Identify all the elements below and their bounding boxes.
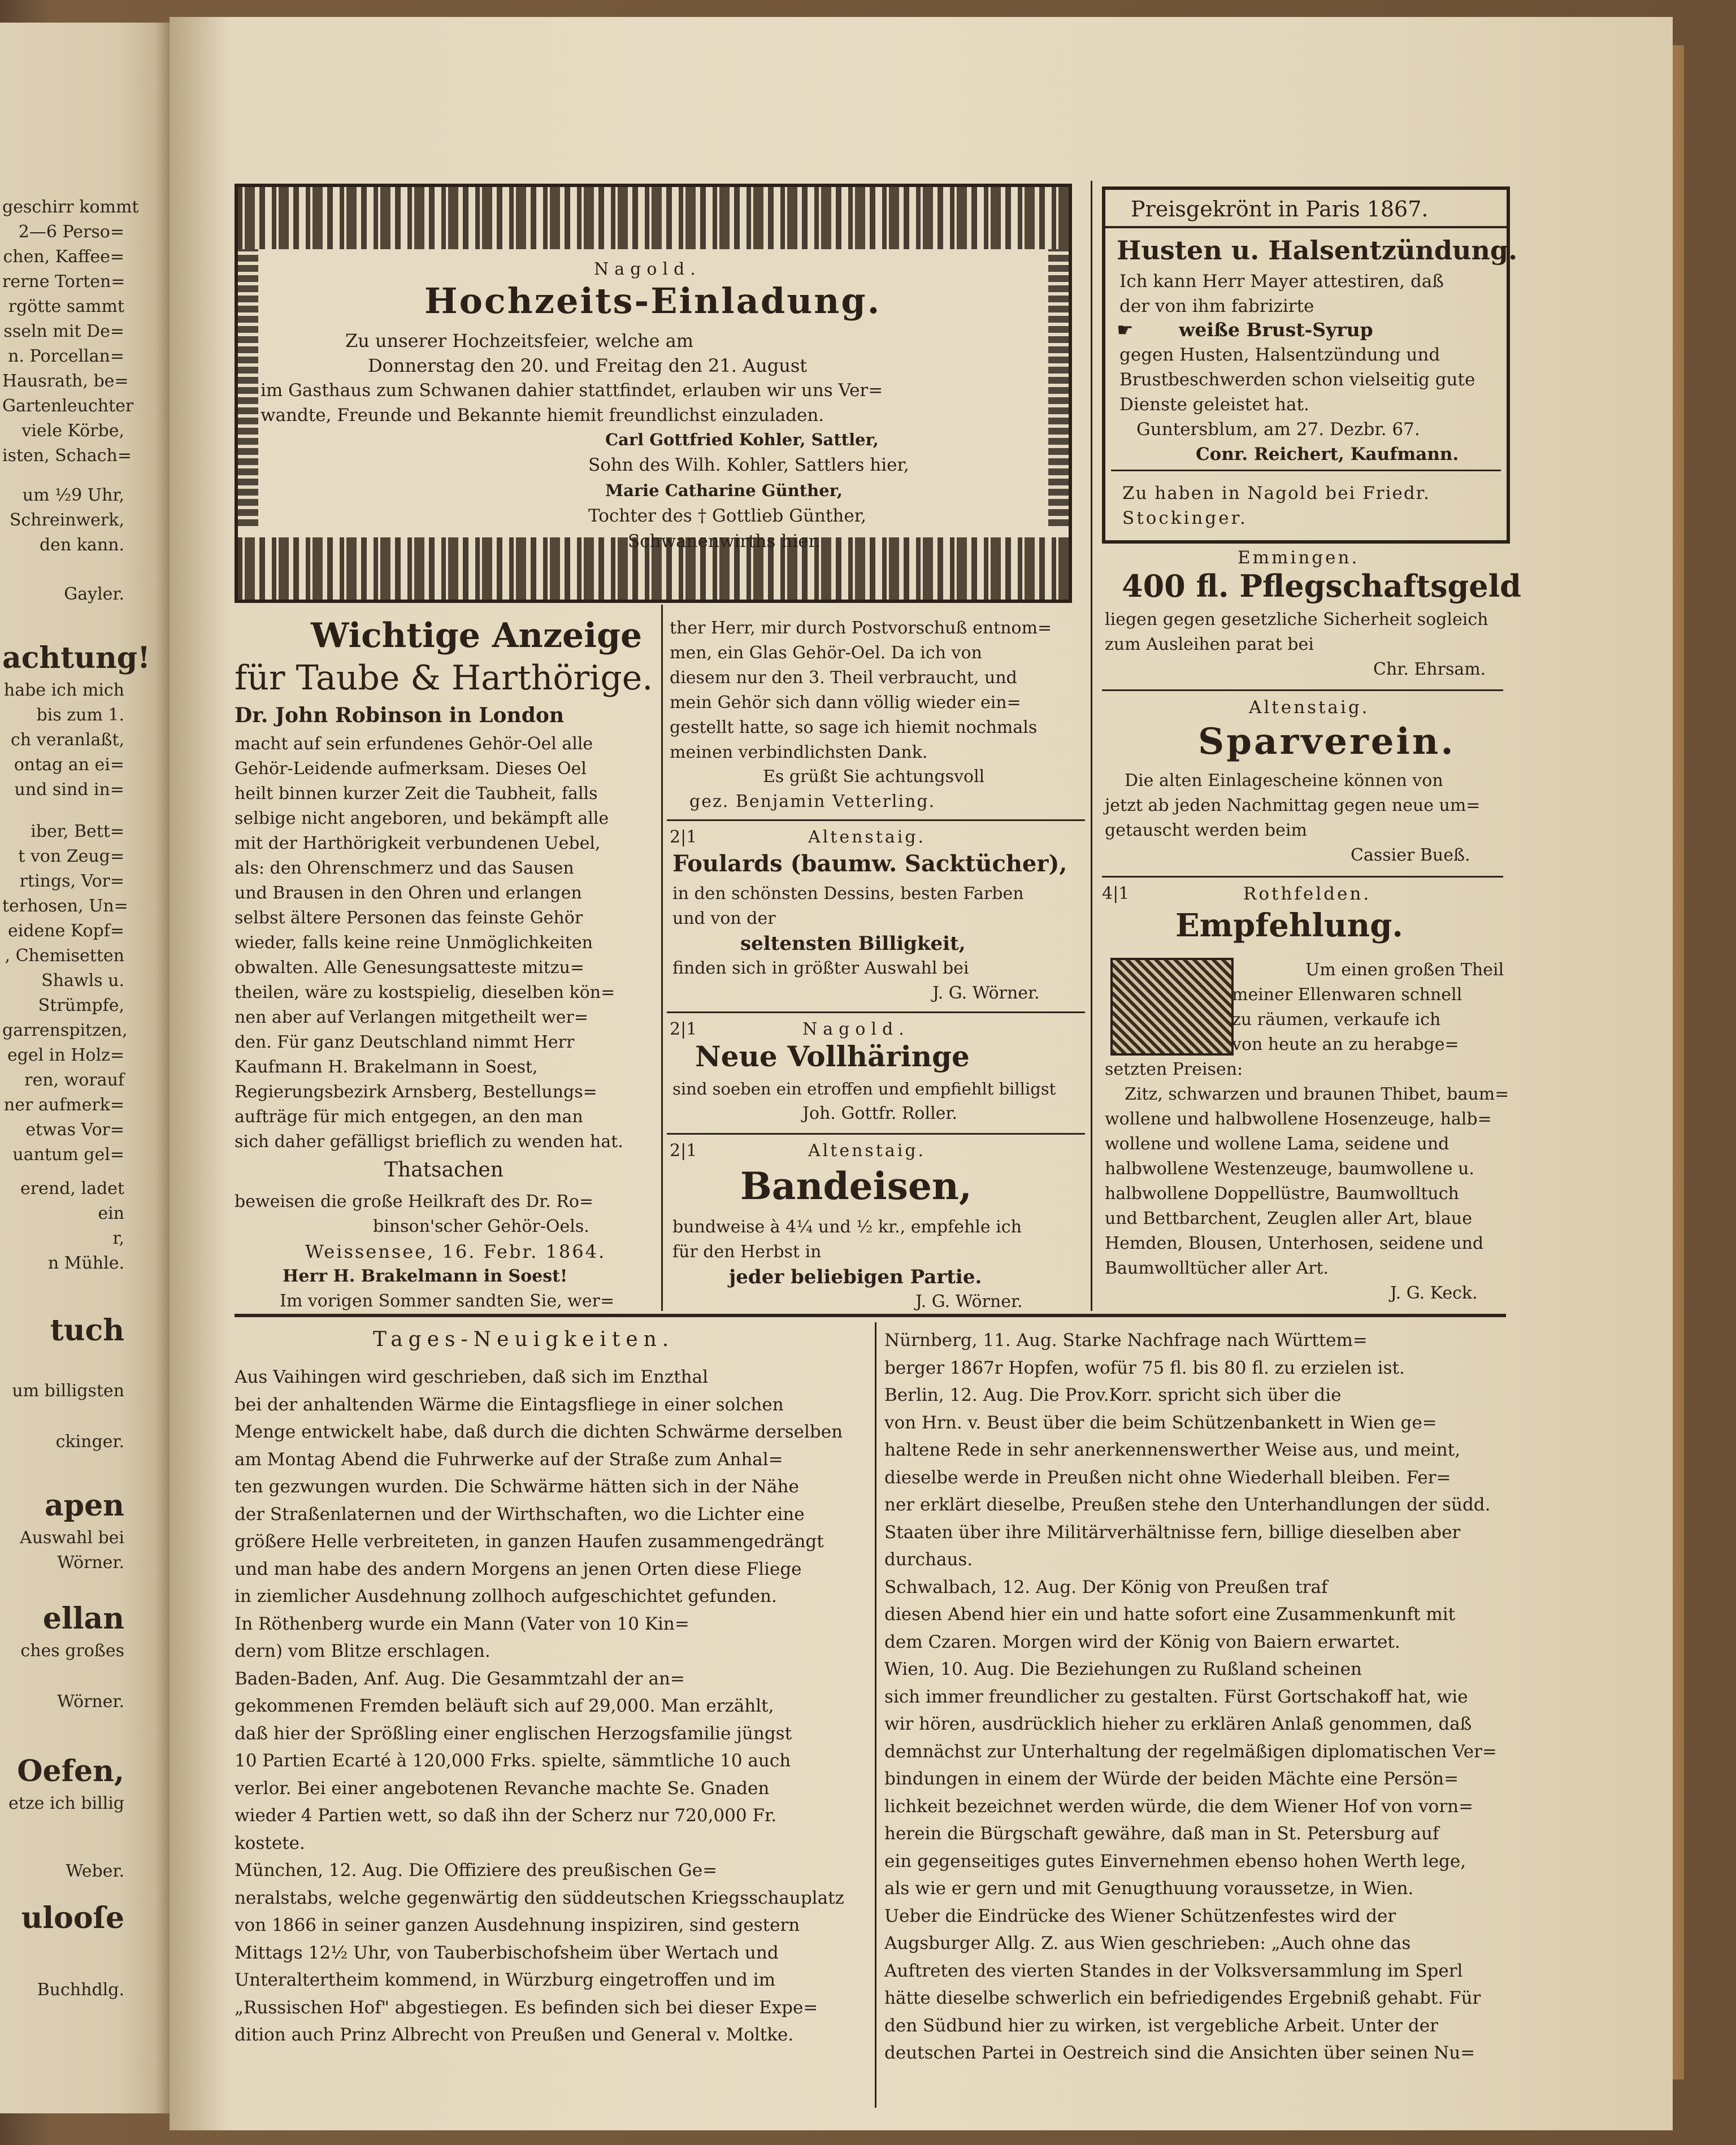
wedding-line-4: wandte, Freunde und Bekannte hiemit freundlichst einzuladen. [261,405,824,425]
news-col1-line: gekommenen Fremden beläuft sich auf 29,000. Man erzählt, [235,1696,774,1716]
left-page-line: habe ich mich [3,680,124,700]
empfehlung-short-4: von heute an zu herabge= [1232,1035,1459,1054]
left-page-line: Schreinwerk, [9,510,124,530]
prize-divider [1105,226,1507,228]
sparverein-line-3: getauscht werden beim [1105,820,1307,840]
empfehlung-short-1: Um einen großen Theil [1305,960,1504,980]
wedding-place: Nagold. [594,259,701,279]
news-col2-line: Wien, 10. Aug. Die Beziehungen zu Rußland scheinen [884,1659,1362,1679]
divider-sparverein [1102,876,1503,878]
left-page-line: bis zum 1. [36,705,124,725]
news-col2-line: Ueber die Eindrücke des Wiener Schützenfestes wird der [884,1905,1396,1926]
left-page-line: um ½9 Uhr, [22,485,124,505]
bandeisen-signer: J. G. Wörner. [915,1292,1023,1312]
left-page-line: n Mühle. [47,1253,124,1273]
bride-sub-2: Schwanenwirths hier. [628,531,821,552]
news-col2-line: von Hrn. v. Beust über die beim Schützenbankett in Wien ge= [884,1412,1437,1433]
left-page-line: iber, Bett= [31,822,124,841]
bandeisen-place: Altenstaig. [808,1141,926,1161]
anzeige-title-2: für Taube & Harthörige. [235,658,653,698]
sparverein-line-1: Die alten Einlagescheine können von [1125,771,1443,791]
left-page-line: rtings, Vor= [19,871,124,891]
left-page-line: n. Porcellan= [8,346,124,366]
bandeisen-title: Bandeisen, [740,1164,972,1208]
news-col2-line: herein die Bürgschaft gewähre, daß man in St. Petersburg auf [884,1823,1439,1844]
left-page-line: ren, worauf [24,1070,124,1090]
empfehlung-line-2: Zitz, schwarzen und braunen Thibet, baum= [1125,1084,1509,1104]
left-page-line: ckinger. [55,1432,124,1452]
foulards-signer: J. G. Wörner. [932,983,1040,1003]
divider-mid-3 [667,1133,1085,1135]
wedding-title: Hochzeits-Einladung. [424,280,882,322]
foulards-emph: seltensten Billigkeit, [740,932,966,955]
anzeige-lines-line: und Brausen in den Ohren und erlangen [235,883,582,903]
emmingen-place: Emmingen. [1238,548,1360,568]
anzeige-lines-line: Gehör-Leidende aufmerksam. Dieses Oel [235,759,587,779]
news-col2-line: lichkeit bezeichnet werden würde, die dem Wiener Hof von vorn= [884,1796,1474,1817]
news-col-rule [875,1322,876,2108]
news-col2-line: sich immer freundlicher zu gestalten. Fürst Gortschakoff hat, wie [884,1686,1468,1707]
news-col1-line: dition auch Prinz Albrecht von Preußen und General v. Moltke. [235,2025,794,2045]
cont-lines-line: ther Herr, mir durch Postvorschuß entnom= [670,618,1052,638]
left-page-line: viele Körbe, [21,421,124,441]
divider-mid-2 [667,1011,1085,1013]
news-col2-line: wir hören, ausdrücklich hieher zu erklären Anlaß genommen, daß [884,1714,1472,1734]
news-col1-line: 10 Partien Ecarté à 120,000 Frks. spielte, sämmtliche 10 auch [235,1751,791,1771]
news-col1-line: am Montag Abend die Fuhrwerke auf der Straße zum Anhal= [235,1449,783,1470]
news-col2-line: den Südbund hier zu wirken, ist vergebliche Arbeit. Unter der [884,2015,1438,2036]
news-col2-line: Auftreten des vierten Standes in der Volksversammlung im Sperl [884,1960,1463,1981]
anzeige-lines-line: aufträge für mich entgegen, an den man [235,1107,583,1127]
hand-icon: ☛ [1117,319,1134,341]
anzeige-lines-line: heilt binnen kurzer Zeit die Taubheit, falls [235,784,598,804]
left-page-line: ulooſe [21,1901,124,1935]
divider-mid-1 [667,819,1085,821]
empfehlung-short-3: zu räumen, verkaufe ich [1232,1010,1441,1030]
news-col1-line: neralstabs, welche gegenwärtig den süddeutschen Kriegsschauplatz [235,1887,844,1908]
news-col1-line: größere Helle verbreiteten, in ganzen Haufen zusammengedrängt [235,1531,824,1552]
ornament-border-left [238,249,258,526]
left-page-line: ner aufmerk= [3,1095,124,1115]
news-col1-line: von 1866 in seiner ganzen Ausdehnung inspiziren, sind gestern [235,1915,800,1935]
news-col2-line: demnächst zur Unterhaltung der regelmäßigen diplomatischen Ver= [884,1741,1497,1762]
empfehlung-line-9: Baumwolltücher aller Art. [1105,1258,1329,1278]
column-rule-right [1091,181,1092,1311]
left-page-line: Weber. [66,1861,124,1881]
left-page-line: erend, ladet [20,1179,124,1199]
left-page-line: rerne Torten= [2,272,125,292]
wedding-line-2: Donnerstag den 20. und Freitag den 21. August [368,355,808,376]
news-col2-line: als wie er gern und mit Genugthuung voraussetze, in Wien. [884,1878,1414,1899]
ornament-border-top [238,187,1069,249]
anzeige-lines-line: sich daher gefälligst brieflich zu wenden hat. [235,1132,623,1152]
section-rule [235,1314,1506,1317]
news-col1-line: daß hier der Sprößling einer englischen Herzogsfamilie jüngst [235,1723,792,1744]
news-col1-line: in ziemlicher Ausdehnung zollhoch aufgeschichtet gefunden. [235,1586,777,1606]
news-col2-line: ner erklärt dieselbe, Preußen stehe den Unterhandlungen der südd. [884,1495,1491,1515]
anzeige-lines-line: als: den Ohrenschmerz und das Sausen [235,858,574,878]
bandeisen-emph: jeder beliebigen Partie. [729,1266,982,1288]
left-page-line: tuch [50,1313,124,1348]
bandeisen-num: 2|1 [670,1141,697,1161]
bride-name: Marie Catharine Günther, [605,481,843,500]
left-page-line: Gayler. [64,584,124,604]
cont-lines-line: gestellt hatte, so sage ich hiemit nochmals [670,718,1038,737]
left-page-line: und sind in= [14,780,124,800]
news-col1-line: In Röthenberg wurde ein Mann (Vater von 10 Kin= [235,1613,689,1634]
news-heading: Tages-Neuigkeiten. [373,1328,675,1351]
sparverein-place: Altenstaig. [1249,697,1370,718]
left-page-line: garrenspitzen, [2,1021,128,1040]
prize-footer-1: Zu haben in Nagold bei Friedr. [1122,483,1430,503]
foulards-line-3: finden sich in größter Auswahl bei [672,958,969,978]
news-col1-line: verlor. Bei einer angebotenen Revanche machte Se. Gnaden [235,1778,770,1799]
empfehlung-num: 4|1 [1102,884,1130,904]
wedding-line-1: Zu unserer Hochzeitsfeier, welche am [345,330,694,351]
news-col2-line: dieselbe werde in Preußen nicht ohne Wiederhall bleiben. Fer= [884,1467,1451,1488]
cont-lines-line: meinen verbindlichsten Dank. [670,742,928,762]
news-col2-line: ein gegenseitiges gutes Einvernehmen ebenso hohen Werth lege, [884,1851,1466,1872]
anzeige-lines-line: wieder, falls keine reine Unmöglichkeiten [235,933,593,953]
left-page-line: etze ich billig [8,1794,124,1813]
bandeisen-line-1: bundweise à 4¼ und ½ kr., empfehle ich [672,1217,1022,1237]
sparverein-signer: Cassier Bueß. [1351,845,1470,865]
left-page-line: um billigsten [12,1381,124,1401]
news-col1-line: Mittags 12½ Uhr, von Tauberbischofsheim über Wertach und [235,1942,779,1963]
groom-name: Carl Gottfried Kohler, Sattler, [605,430,879,449]
anzeige-lines-line: Kaufmann H. Brakelmann in Soest, [235,1057,538,1077]
news-col2-line: Schwalbach, 12. Aug. Der König von Preußen traf [884,1577,1328,1597]
left-page-line: ches großes [20,1641,124,1661]
prize-line-6: Dienste geleistet hat. [1119,394,1309,415]
news-col2-line: hätte dieselbe schwerlich ein befriedigendes Ergebniß gehabt. Für [884,1988,1481,2008]
left-page-line: den kann. [39,535,124,555]
haeringe-line: sind soeben ein etroffen und empfiehlt billigst [672,1079,1056,1098]
empfehlung-line-6: halbwollene Doppellüstre, Baumwolltuch [1105,1184,1459,1204]
left-page-line: 2—6 Perso= [18,222,124,242]
left-page-line: egel in Holz= [7,1045,124,1065]
news-col1-line: kostete. [235,1833,305,1853]
left-page-line: t von Zeug= [18,846,124,866]
empfehlung-line-7: und Bettbarchent, Zeuglen aller Art, blaue [1105,1209,1472,1228]
haeringe-signer: Joh. Gottfr. Roller. [802,1104,958,1123]
bride-sub-1: Tochter des † Gottlieb Günther, [588,506,866,526]
prize-line-7: Guntersblum, am 27. Dezbr. 67. [1136,419,1420,440]
emmingen-title: 400 fl. Pflegschaftsgeld [1122,568,1521,604]
left-page-line: ontag an ei= [14,755,124,775]
foulards-place: Altenstaig. [808,827,926,847]
prize-footer-2: Stockinger. [1122,508,1248,528]
news-col1-line: Aus Vaihingen wird geschrieben, daß sich im Enzthal [235,1367,709,1387]
news-col2-line: berger 1867r Hopfen, wofür 75 fl. bis 80 fl. zu erzielen ist. [884,1357,1405,1378]
empfehlung-short-2: meiner Ellenwaren schnell [1232,985,1462,1005]
column-rule-middle [661,605,663,1311]
news-col2-line: Berlin, 12. Aug. Die Prov.Korr. spricht sich über die [884,1385,1342,1405]
news-col2-line: bindungen in einem der Würde der beiden Mächte eine Persön= [884,1769,1459,1789]
left-page-line: eidene Kopf= [7,921,124,941]
anzeige-lines-line: theilen, wäre zu kostspielig, dieselben kön= [235,983,615,1002]
prize-product: weiße Brust-Syrup [1179,319,1373,341]
news-col2-line: haltene Rede in sehr anerkennenswerther Weise aus, und meint, [884,1440,1461,1460]
cont-lines-line: diesem nur den 3. Theil verbraucht, und [670,668,1017,688]
left-page-line: Auswahl bei [20,1528,124,1548]
news-col1-line: bei der anhaltenden Wärme die Eintagsfliege in einer solchen [235,1394,784,1415]
left-page-line: , Chemisetten [5,946,124,966]
wedding-invitation [235,184,1072,603]
anzeige-lines-line: macht auf sein erfundenes Gehör-Oel alle [235,734,593,754]
anzeige-lines-line: selbst ältere Personen das feinste Gehör [235,908,583,928]
haeringe-place: Nagold. [802,1019,910,1039]
right-page [170,17,1673,2130]
left-page-line: apen [45,1488,124,1523]
empfehlung-title: Empfehlung. [1175,907,1403,944]
emmingen-signer: Chr. Ehrsam. [1373,659,1486,679]
news-col1-line: wieder 4 Partien wett, so daß ihn der Scherz nur 720,000 Fr. [235,1805,777,1826]
prize-head: Preisgekrönt in Paris 1867. [1131,197,1429,222]
news-col1-line: und man habe des andern Morgens an jenen Orten diese Fliege [235,1558,802,1579]
anzeige-lines-line: Regierungsbezirk Arnsberg, Bestellungs= [235,1082,597,1102]
prize-line-2: der von ihm fabrizirte [1119,296,1314,316]
news-col2-line: diesen Abend hier ein und hatte sofort eine Zusammenkunft mit [884,1604,1456,1625]
left-page-line: chen, Kaffee= [3,247,124,267]
cont-lines-line: men, ein Glas Gehör-Oel. Da ich von [670,643,982,663]
left-page-line: Hausrath, be= [2,371,129,391]
haeringe-num: 2|1 [670,1019,697,1039]
left-page-line: Buchhdlg. [37,1980,124,2000]
prize-line-4: gegen Husten, Halsentzündung und [1119,345,1440,365]
groom-sub: Sohn des Wilh. Kohler, Sattlers hier, [588,455,909,475]
anzeige-sub-4: Herr H. Brakelmann in Soest! [283,1266,568,1286]
anzeige-lines-line: selbige nicht angeboren, und bekämpft alle [235,809,609,828]
anzeige-lines-line: nen aber auf Verlangen mitgetheilt wer= [235,1008,589,1027]
left-page-line: Shawls u. [41,971,124,991]
news-col1-line: dern) vom Blitze erschlagen. [235,1641,491,1661]
anzeige-sub-2: binson'scher Gehör-Oels. [373,1217,589,1236]
shop-illustration [1110,958,1234,1056]
news-col1-line: der Straßenlaternen und der Wirthschaften, wo die Lichter eine [235,1504,805,1525]
left-page [0,23,170,2113]
left-page-line: Wörner. [57,1553,124,1573]
left-page-line: r, [112,1228,124,1248]
prize-title: Husten u. Halsentzündung. [1117,235,1518,266]
news-col2-line: Augsburger Allg. Z. aus Wien geschrieben: „Auch ohne das [884,1933,1411,1953]
empfehlung-line-1: setzten Preisen: [1105,1060,1243,1079]
anzeige-subtitle: Thatsachen [384,1158,504,1182]
haeringe-title: Neue Vollhäringe [695,1040,970,1073]
left-page-line: Strümpfe, [38,996,124,1015]
foulards-line-2: und von der [672,909,776,928]
empfehlung-line-8: Hemden, Blousen, Unterhosen, seidene und [1105,1234,1484,1253]
empfehlung-line-3: wollene und halbwollene Hosenzeuge, halb= [1105,1109,1492,1129]
left-page-line: geschirr kommt [2,197,139,217]
emmingen-line-2: zum Ausleihen parat bei [1105,635,1314,654]
left-page-line: isten, Schach= [2,446,132,466]
divider-emmingen [1102,689,1503,691]
news-col1-line: ten gezwungen wurden. Die Schwärme hätten sich in der Nähe [235,1477,799,1497]
wedding-line-3: im Gasthaus zum Schwanen dahier stattfindet, erlauben wir uns Ver= [261,380,883,401]
news-col2-line: dem Czaren. Morgen wird der König von Baiern erwartet. [884,1631,1400,1652]
left-page-line: terhosen, Un= [2,896,128,916]
news-col2-line: Nürnberg, 11. Aug. Starke Nachfrage nach Württem= [884,1330,1368,1351]
prize-divider-2 [1111,470,1501,471]
left-page-line: Wörner. [57,1692,124,1712]
sparverein-line-2: jetzt ab jeden Nachmittag gegen neue um= [1105,796,1481,815]
news-col2-line: deutschen Partei in Oestreich sind die Ansichten über seinen Nu= [884,2043,1475,2063]
news-col1-line: Baden-Baden, Anf. Aug. Die Gesammtzahl der an= [235,1668,685,1689]
left-page-line: uantum gel= [12,1145,124,1165]
anzeige-sub-3: Weissensee, 16. Febr. 1864. [305,1241,606,1262]
left-page-line: etwas Vor= [25,1120,124,1140]
foulards-line-1: in den schönsten Dessins, besten Farben [672,884,1024,904]
foulards-num: 2|1 [670,827,697,847]
prize-advert [1102,186,1518,544]
left-page-line: achtung! [2,641,150,675]
empfehlung-line-5: halbwollene Westenzeuge, baumwollene u. [1105,1159,1474,1179]
news-col1-line: „Russischen Hof" abgestiegen. Es befinden sich bei dieser Expe= [235,1997,818,2018]
news-col2-line: durchaus. [884,1549,973,1570]
cont-lines-line: mein Gehör sich dann völlig wieder ein= [670,693,1021,713]
empfehlung-place: Rothfelden. [1243,884,1372,904]
bandeisen-line-2: für den Herbst in [672,1242,822,1262]
anzeige-greeting: Es grüßt Sie achtungsvoll [763,767,985,787]
prize-line-1: Ich kann Herr Mayer attestiren, daß [1119,271,1444,292]
left-page-line: rgötte sammt [8,297,124,316]
emmingen-line-1: liegen gegen gesetzliche Sicherheit sogleich [1105,610,1488,629]
left-page-line: ein [98,1204,124,1223]
news-col1-line: Menge entwickelt habe, daß durch die dichten Schwärme derselben [235,1422,843,1442]
anzeige-title-1: Wichtige Anzeige [311,616,643,655]
sparverein-title: Sparverein. [1198,720,1456,763]
foulards-title: Foulards (baumw. Sacktücher), [672,850,1067,877]
anzeige-signer: gez. Benjamin Vetterling. [689,792,936,811]
left-page-line: ch veranlaßt, [10,730,124,750]
anzeige-lines-line: mit der Harthörigkeit verbundenen Uebel, [235,833,601,853]
anzeige-author: Dr. John Robinson in London [235,704,565,727]
left-page-line: ellan [42,1601,124,1636]
left-page-line: Gartenleuchter [2,396,134,416]
anzeige-lines-line: obwalten. Alle Genesungsatteste mitzu= [235,958,585,978]
prize-signer: Conr. Reichert, Kaufmann. [1196,444,1459,464]
empfehlung-signer: J. G. Keck. [1390,1283,1478,1303]
news-col1-line: Unteraltertheim kommend, in Würzburg eingetroffen und im [235,1970,776,1990]
left-page-line: Oefen, [17,1754,124,1788]
anzeige-sub-1: beweisen die große Heilkraft des Dr. Ro= [235,1192,594,1212]
anzeige-lines-line: den. Für ganz Deutschland nimmt Herr [235,1032,575,1052]
ornament-border-right [1048,249,1069,526]
anzeige-sub-5: Im vorigen Sommer sandten Sie, wer= [280,1291,615,1311]
empfehlung-line-4: wollene und wollene Lama, seidene und [1105,1134,1449,1154]
news-col2-line: Staaten über ihre Militärverhältnisse fern, billige dieselben aber [884,1522,1461,1543]
prize-line-5: Brustbeschwerden schon vielseitig gute [1119,370,1475,390]
news-col1-line: München, 12. Aug. Die Offiziere des preußischen Ge= [235,1860,718,1881]
left-page-line: sseln mit De= [3,322,124,341]
